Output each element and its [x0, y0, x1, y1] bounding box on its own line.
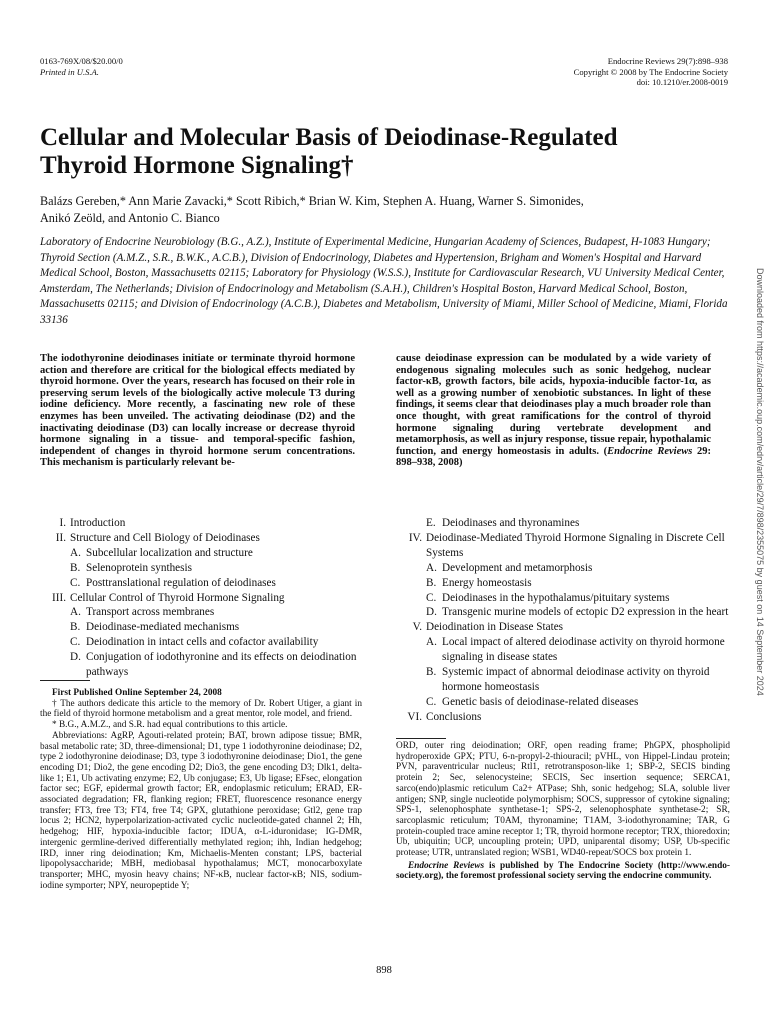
toc-entry-text: Transgenic murine models of ectopic D2 expression in the heart: [442, 606, 729, 619]
publisher-text[interactable]: is published by The Endocrine Society (http://www.endo-society.org), the foremost professional society serving the endocrine community.: [396, 860, 730, 882]
toc-entry-number: B.: [70, 561, 81, 574]
equal-contribution-note: * B.G., A.M.Z., and S.R. had equal contributions to this article.: [52, 720, 288, 731]
toc-entry-number: B.: [70, 621, 81, 634]
title-line-2: Thyroid Hormone Signaling†: [40, 152, 354, 179]
toc-entry-text: Cellular Control of Thyroid Hormone Signaling: [70, 591, 285, 604]
toc-entry-number: VI.: [407, 710, 422, 723]
affiliations: Laboratory of Endocrine Neurobiology (B.G., A.Z.), Institute of Experimental Medicine, Hungarian Academy of Sciences, Budapest, H-1083 Hungary; Thyroid Section (A.M.Z., S.R., B.W.K., A.C.B.), Division of Endocrinology, Diabetes and Hypertension, Brigham and Women's Hospital and Harvard Medical School, Boston, Massachusetts 02115; Laboratory for Physiology (W.S.S.), Institute for Cardiovascular Research, VU University Medical Center, Amsterdam, The Netherlands; Division of Endocrinology and Metabolism (S.A.H.), Children's Hospital Boston, Harvard Medical School, Boston, Massachusetts 02115; and Division of Endocrinology (A.C.B.), Diabetes and Metabolism, University of Miami, Miller School of Medicine, Miami, Florida 33136: [40, 236, 728, 326]
toc-entry-number: A.: [426, 561, 437, 574]
abstract-right-text: cause deiodinase expression can be modulated by a wide variety of endogenous signaling molecules such as sonic hedgehog, nuclear factor-κB, growth factors, bile acids, hypoxia-inducible factor-1α, as well as a growing number of xenobiotic substances. In light of these findings, it seems clear that deiodinases play a much broader role than once thought, with great ramifications for the control of thyroid hormone signaling during vertebrate development and metamorphosis, as well as injury response, tissue repair, hypothalamic function, and energy homeostasis in adults. (: [396, 353, 711, 457]
toc-left-column: [40, 516, 370, 680]
toc-entry-number: C.: [70, 576, 81, 589]
toc-entry-number: II.: [55, 531, 66, 544]
toc-entry-number: I.: [59, 517, 66, 529]
download-sidebar: [751, 268, 767, 918]
toc-entry[interactable]: [396, 635, 731, 665]
header-left: [40, 56, 123, 77]
toc-entry[interactable]: [40, 516, 370, 531]
abbreviations-right: ORD, outer ring deiodination; ORF, open reading frame; PhGPX, phospholipid hydroperoxide GPX; PTU, 6-n-propyl-2-thiouracil; pVHL, von Hippel-Lindau protein; PVN, paraventricular nucleus; Rtl1, retrotransposon-like 1; SBP-2, SECIS binding protein 2; Sec, selenocysteine; SECIS, Sec insertion sequence; SERCA1, sarco(endo)plasmic reticulum Ca2+ ATPase; Shh, sonic hedgehog; SLA, soluble liver antigen; SNP, single nucleotide polymorphism; SOCS, suppressor of cytokine signaling; SPS-1, selenophosphate synthetase-1; SPS-2, selenophosphate synthetase-2; SR, sarcoplasmic reticulum; T0AM, thyronamine; T1AM, 3-iodothyronamine; TAR, G protein-coupled trace amine receptor 1; TR, thyroid hormone receptor; TRX, thioredoxin; Ub, ubiquitin; UCP, uncoupling protein; UPD, uniparental disomy; USP, Ub-specific protease; UTR, untranslated region; WSB1, WD40-repeat/SOCS box protein 1.: [396, 741, 730, 859]
toc-entry[interactable]: [396, 531, 731, 561]
toc-entry-number: V.: [412, 621, 422, 634]
toc-entry[interactable]: [396, 561, 731, 576]
first-published-note: First Published Online September 24, 2008: [52, 688, 222, 698]
article-title: [40, 124, 730, 180]
abstract-left-text: The iodothyronine deiodinases initiate or terminate thyroid hormone action and therefore are critical for the biological effects mediated by thyroid hormone. Over the years, research has focused on their role in preserving serum levels of the biologically active molecule T3 during iodine deficiency. More recently, a fascinating new role of these enzymes has been unveiled. The activating deiodinase (D2) and the inactivating deiodinase (D3) can locally increase or decrease thyroid hormone signaling in a tissue- and temporal-specific fashion, independent of changes in thyroid hormone serum concentrations. This mechanism is particularly relevant be-: [40, 353, 355, 469]
toc-entry-text: Conjugation of iodothyronine and its effects on deiodination pathways: [86, 651, 357, 679]
toc-entry-text: Deiodination in Disease States: [426, 621, 564, 634]
toc-entry[interactable]: [40, 576, 370, 591]
toc-entry-text: Development and metamorphosis: [442, 561, 593, 574]
toc-entry[interactable]: [396, 695, 731, 710]
toc-entry[interactable]: [40, 591, 370, 606]
abstract-right-column: [396, 353, 711, 469]
authors-line-2: Anikó Zeöld, and Antonio C. Bianco: [40, 211, 220, 225]
copyright-line: Copyright © 2008 by The Endocrine Society: [573, 66, 728, 77]
toc-entry[interactable]: [396, 710, 731, 725]
toc-entry-text: Subcellular localization and structure: [86, 546, 253, 559]
download-note[interactable]: Downloaded from https://academic.oup.com/edrv/article/29/7/898/2355075 by guest on 14 September 2024: [755, 268, 765, 696]
toc-entry-number: C.: [426, 695, 437, 708]
abstract-left-column: [40, 353, 355, 469]
toc-entry-text: Structure and Cell Biology of Deiodinases: [70, 531, 260, 544]
toc-entry-number: C.: [426, 591, 437, 604]
footnote-rule: [40, 680, 90, 681]
toc-entry-text: Deiodination in intact cells and cofactor availability: [86, 636, 319, 649]
footnotes-left: [40, 688, 362, 891]
toc-entry-number: B.: [426, 576, 437, 589]
doi-line[interactable]: doi: 10.1210/er.2008-0019: [636, 77, 728, 87]
toc-entry-number: A.: [426, 636, 437, 649]
toc-entry-text: Local impact of altered deiodinase activity on thyroid hormone signaling in disease states: [442, 636, 725, 664]
footnotes-right: [396, 741, 730, 882]
title-line-1: Cellular and Molecular Basis of Deiodinase-Regulated: [40, 124, 618, 151]
toc-entry-text: Systemic impact of abnormal deiodinase activity on thyroid hormone homeostasis: [442, 666, 710, 693]
toc-entry-text: Energy homeostasis: [442, 576, 532, 589]
toc-entry-text: Selenoprotein synthesis: [86, 561, 192, 574]
toc-entry[interactable]: [40, 546, 370, 561]
journal-line: Endocrine Reviews 29(7):898–938: [607, 56, 728, 66]
toc-entry[interactable]: [40, 531, 370, 546]
toc-entry-number: E.: [426, 517, 436, 529]
toc-entry-text: Deiodinases in the hypothalamus/pituitary systems: [442, 591, 670, 604]
issn-line: 0163-769X/08/$20.00/0: [40, 56, 123, 66]
toc-entry-number: A.: [70, 546, 81, 559]
abstract-citation: 29: 898–938, 2008): [396, 445, 712, 469]
toc-entry[interactable]: [40, 561, 370, 576]
abstract-journal-name: Endocrine Reviews: [607, 445, 693, 457]
toc-entry-number: III.: [52, 591, 66, 604]
toc-entry-text: Introduction: [70, 517, 126, 529]
dedication-note: † The authors dedicate this article to the memory of Dr. Robert Utiger, a giant in the field of thyroid hormone metabolism and a great mentor, role model, and friend.: [40, 698, 362, 720]
toc-entry[interactable]: [396, 665, 731, 695]
toc-entry-number: IV.: [408, 531, 422, 544]
toc-right-column: [396, 516, 731, 725]
toc-entry[interactable]: [396, 516, 731, 531]
toc-entry[interactable]: [396, 620, 731, 635]
authors-line-1: Balázs Gereben,* Ann Marie Zavacki,* Scott Ribich,* Brian W. Kim, Stephen A. Huang, Warner S. Simonides,: [40, 194, 584, 208]
publisher-note: [396, 861, 730, 882]
publisher-journal: Endocrine Reviews: [408, 860, 485, 871]
toc-entry[interactable]: [396, 605, 731, 620]
toc-entry[interactable]: [396, 576, 731, 591]
page-number: 898: [376, 965, 392, 976]
toc-entry-text: Conclusions: [426, 710, 482, 723]
toc-entry-text: Genetic basis of deiodinase-related diseases: [442, 695, 639, 708]
toc-entry[interactable]: [40, 605, 370, 620]
toc-entry[interactable]: [396, 591, 731, 606]
toc-entry-text: Deiodinases and thyronamines: [442, 517, 580, 529]
author-list: [40, 193, 720, 227]
toc-entry[interactable]: [40, 635, 370, 650]
toc-entry-text: Posttranslational regulation of deiodinases: [86, 576, 276, 589]
header-right: [574, 56, 728, 88]
abbreviations-left: Abbreviations: AgRP, Agouti-related protein; BAT, brown adipose tissue; BMR, basal metabolic rate; 3D, three-dimensional; D1, type 1 iodothyronine deiodinase; D2, type 2 iodothyronine deiodinase; D3, type 3 iodothyronine deiodinase; Dio1, the gene encoding D1; Dio2, the gene encoding D2; Dio3, the gene encoding D3; Dlk1, delta-like 1; E1, Ub activating enzyme; E2, Ub conjugase; E3, Ub ligase; EFsec, elongation factor sec; EGF, epidermal growth factor; ER, endoplasmic reticulum; ERAD, ER-associated degradation; FR, flanking region; FRET, fluorescence resonance energy transfer; FT3, free T3; FT4, free T4; GPX, glutathione peroxidase; Gtl2, gene trap locus 2; HCN2, hyperpolarization-activated cyclic nucleotide-gated channel 2; Hh, hedgehog; HIF, hypoxia-inducible factor; IDUA, α-L-iduronidase; IG-DMR, intergenic germline-derived differentially methylated region; ihh, Indian hedgehog; IRD, inner ring deiodination; Km, Michaelis-Menten constant; LPS, bacterial lipopolysaccharide; MBH, mediobasal hypothalamus; MCT, monocarboxylate transporter; MHC, myosin heavy chains; NF-κB, nuclear factor-κB; NIS, sodium-iodine symporter; NPY, neuropeptide Y;: [40, 730, 362, 891]
toc-entry-text: Transport across membranes: [86, 606, 215, 619]
toc-entry-number: D.: [426, 606, 437, 619]
toc-entry-number: B.: [426, 666, 437, 679]
toc-entry[interactable]: [40, 650, 370, 680]
toc-entry[interactable]: [40, 620, 370, 635]
toc-entry-number: A.: [70, 606, 81, 619]
footnote-rule-right: [396, 738, 446, 739]
printed-line: Printed in U.S.A.: [40, 66, 99, 77]
toc-entry-text: Deiodinase-Mediated Thyroid Hormone Signaling in Discrete Cell Systems: [426, 531, 725, 559]
toc-entry-number: C.: [70, 636, 81, 649]
toc-entry-number: D.: [70, 651, 81, 664]
toc-entry-text: Deiodinase-mediated mechanisms: [86, 621, 240, 634]
